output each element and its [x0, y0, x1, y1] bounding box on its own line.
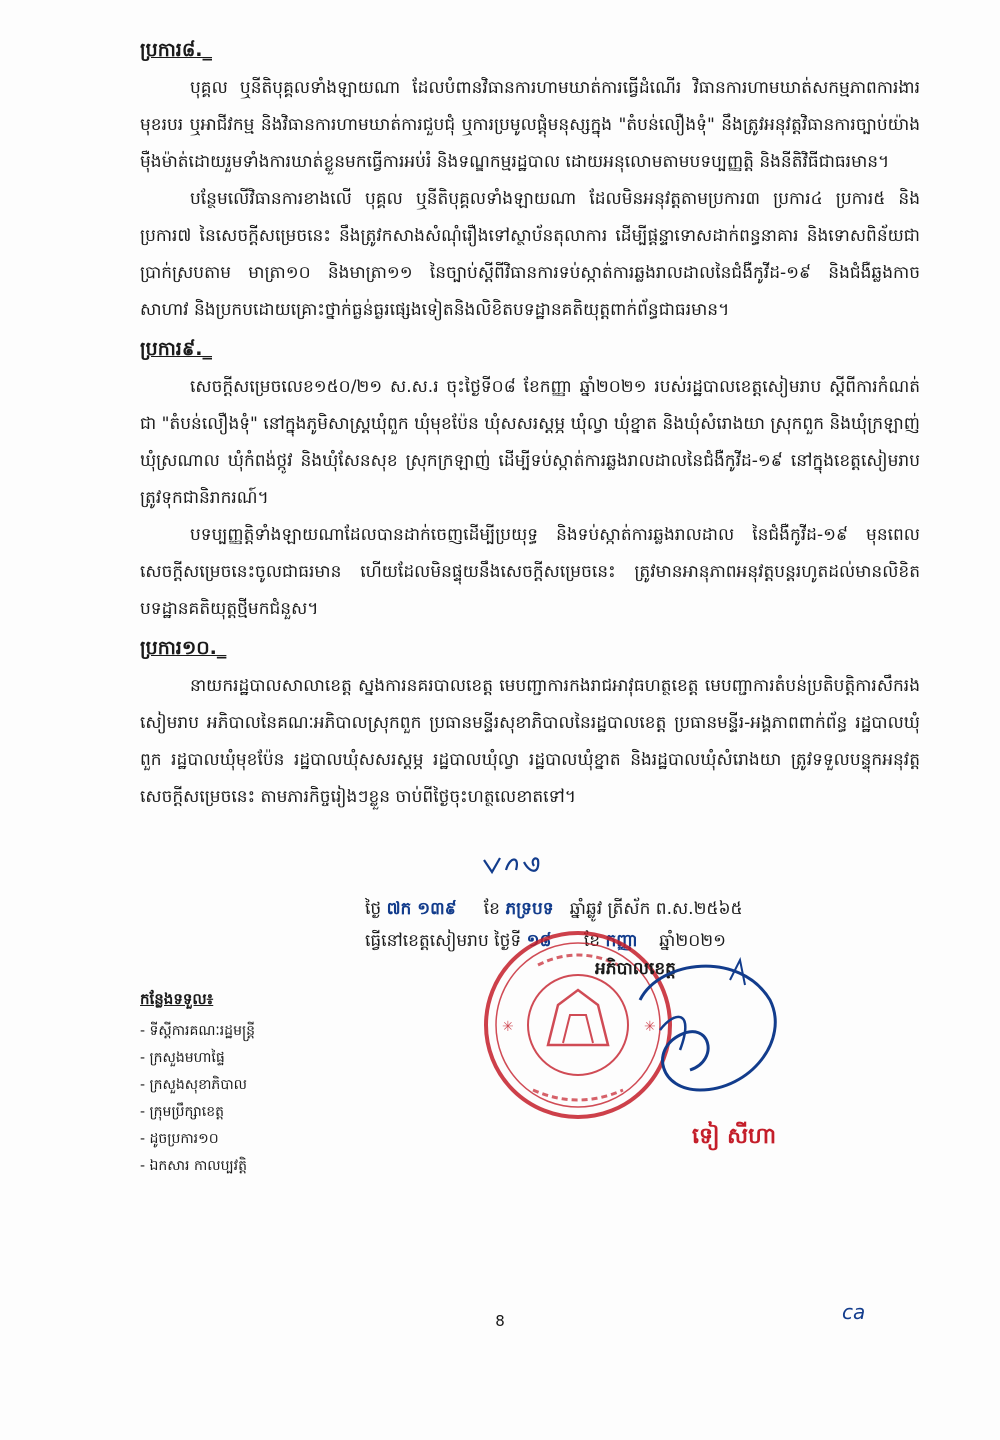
month-label: ខែ: [583, 931, 601, 951]
recipients-list: [140, 990, 440, 1180]
page-number: 8: [495, 1312, 505, 1330]
article-8-paragraph-1: បុគ្គល ឬនីតិបុគ្គលទាំងឡាយណា ដែលបំពានវិធានការហាមឃាត់ការធ្វើដំណើរ វិធានការហាមឃាត់សកម្មភាពការងារ មុខរបរ ឬអាជីវកម្ម និងវិធានការហាមឃាត់ការជួបជុំ ឬការប្រមូលផ្តុំមនុស្សក្នុង "តំបន់លឿងទុំ" នឹងត្រូវអនុវត្តវិធានការច្បាប់យ៉ាងម៉ឺងម៉ាត់ដោយរួមទាំងការឃាត់ខ្លួនមកធ្វើការអប់រំ និងទណ្ឌកម្មរដ្ឋបាល ដោយអនុលោមតាមបទប្បញ្ញត្តិ និងនីតិវិធីជាធរមាន។: [140, 78, 920, 172]
recipients-heading: កន្លែងទទួល៖: [140, 990, 214, 1008]
lunar-month-value: ភទ្របទ: [505, 899, 554, 919]
lunar-date-line: [365, 893, 925, 925]
lunar-year-text: ឆ្នាំឆ្លូវ ត្រីស័ក ព.ស.២៥៦៥: [569, 899, 743, 919]
svg-text:✳: ✳: [502, 1019, 514, 1035]
handwritten-initial-mark: [480, 852, 560, 880]
handwritten-corner-mark: ca: [842, 1300, 866, 1324]
lunar-day-value: ៧ក ១៣៩: [386, 899, 457, 919]
handwritten-signature: [620, 940, 790, 1120]
article-10-heading: ប្រការ១០._: [140, 637, 227, 659]
month-value: កញ្ញា: [605, 931, 638, 951]
recipient-item: - ឯកសារ កាលប្បវត្តិ: [140, 1158, 247, 1174]
article-8-heading: ប្រការ៨._: [140, 39, 213, 61]
lunar-month-prefix: ខែ: [483, 899, 500, 919]
recipient-item: - ក្រុមប្រឹក្សាខេត្ត: [140, 1104, 225, 1120]
article-10-paragraph-1: នាយករដ្ឋបាលសាលាខេត្ត ស្នងការនគរបាលខេត្ត មេបញ្ជាការកងរាជអាវុធហត្ថខេត្ត មេបញ្ជាការតំបន់ប្រតិបត្តិការសឹករងសៀមរាប អភិបាលនៃគណៈអភិបាលស្រុកពួក ប្រធានមន្ទីរសុខាភិបាលនៃរដ្ឋបាលខេត្ត ប្រធានមន្ទីរ-អង្គភាពពាក់ព័ន្ធ រដ្ឋបាលឃុំពួក រដ្ឋបាលឃុំមុខប៉ែន រដ្ឋបាលឃុំសសរស្តម្ភ រដ្ឋបាលឃុំល្វា រដ្ឋបាលឃុំខ្នាត និងរដ្ឋបាលឃុំសំរោងយា ត្រូវទទួលបន្ទុកអនុវត្តសេចក្តីសម្រេចនេះ តាមភារកិច្ចរៀងៗខ្លួន ចាប់ពីថ្ងៃចុះហត្ថលេខាតទៅ។: [140, 676, 920, 807]
article-8-paragraph-2: បន្ថែមលើវិធានការខាងលើ បុគ្គល ឬនីតិបុគ្គលទាំងឡាយណា ដែលមិនអនុវត្តតាមប្រការ៣ ប្រការ៤ ប្រការ៥ និងប្រការ៧ នៃសេចក្តីសម្រេចនេះ នឹងត្រូវកសាងសំណុំរឿងទៅស្ថាប័នតុលាការ ដើម្បីផ្តន្ទាទោសដាក់ពន្ធនាគារ និងទោសពិន័យជាប្រាក់ស្របតាម មាត្រា១០ និងមាត្រា១១ នៃច្បាប់ស្តីពីវិធានការទប់ស្កាត់ការឆ្លងរាលដាលនៃជំងឺកូវីដ-១៩ និងជំងឺឆ្លងកាចសាហាវ និងប្រកបដោយគ្រោះថ្នាក់ធ្ងន់ធ្ងរផ្សេងទៀតនិងលិខិតបទដ្ឋានគតិយុត្តពាក់ព័ន្ធជាធរមាន។: [140, 189, 920, 320]
article-9-paragraph-1: សេចក្តីសម្រេចលេខ១៥០/២១ ស.ស.រ ចុះថ្ងៃទី០៨ ខែកញ្ញា ឆ្នាំ២០២១ របស់រដ្ឋបាលខេត្តសៀមរាប ស្តីពីការកំណត់ជា "តំបន់លឿងទុំ" នៅក្នុងភូមិសាស្ត្រឃុំពួក ឃុំមុខប៉ែន ឃុំសសរស្តម្ភ ឃុំល្វា ឃុំខ្នាត និងឃុំសំរោងយា ស្រុកពួក និងឃុំក្រឡាញ់ ឃុំស្រណាល ឃុំកំពង់ថ្កូវ និងឃុំសែនសុខ ស្រុកក្រឡាញ់ ដើម្បីទប់ស្កាត់ការឆ្លងរាលដាលនៃជំងឺកូវីដ-១៩ នៅក្នុងខេត្តសៀមរាប ត្រូវទុកជានិរាករណ៍។: [140, 377, 920, 508]
recipient-item: - ទីស្តីការគណៈរដ្ឋមន្ត្រី: [140, 1023, 256, 1039]
place-prefix: ធ្វើនៅខេត្តសៀមរាប ថ្ងៃទី: [365, 931, 522, 951]
document-body: [140, 30, 920, 816]
governor-title: អភិបាលខេត្ត: [595, 959, 676, 979]
recipient-item: - ក្រសួងមហាផ្ទៃ: [140, 1050, 225, 1066]
signatory-name: ទៀ សីហា: [692, 1124, 777, 1149]
lunar-day-prefix: ថ្ងៃ: [365, 899, 382, 919]
svg-text:✳: ✳: [644, 1019, 656, 1035]
article-9-paragraph-2: បទប្បញ្ញត្តិទាំងឡាយណាដែលបានដាក់ចេញដើម្បីប្រយុទ្ធ និងទប់ស្កាត់ការឆ្លងរាលដាល នៃជំងឺកូវីដ-១៩ មុនពេលសេចក្តីសម្រេចនេះចូលជាធរមាន ហើយដែលមិនផ្ទុយនឹងសេចក្តីសម្រេចនេះ ត្រូវមានអានុភាពអនុវត្តបន្តរហូតដល់មានលិខិតបទដ្ឋានគតិយុត្តថ្មីមកជំនួស។: [140, 525, 920, 619]
recipient-item: - ដូចប្រការ១០: [140, 1131, 219, 1147]
recipient-item: - ក្រសួងសុខាភិបាល: [140, 1077, 247, 1093]
year-value: ឆ្នាំ២០២១: [659, 931, 726, 951]
day-value: ១៨: [526, 931, 552, 951]
article-9-heading: ប្រការ៩._: [140, 338, 213, 360]
